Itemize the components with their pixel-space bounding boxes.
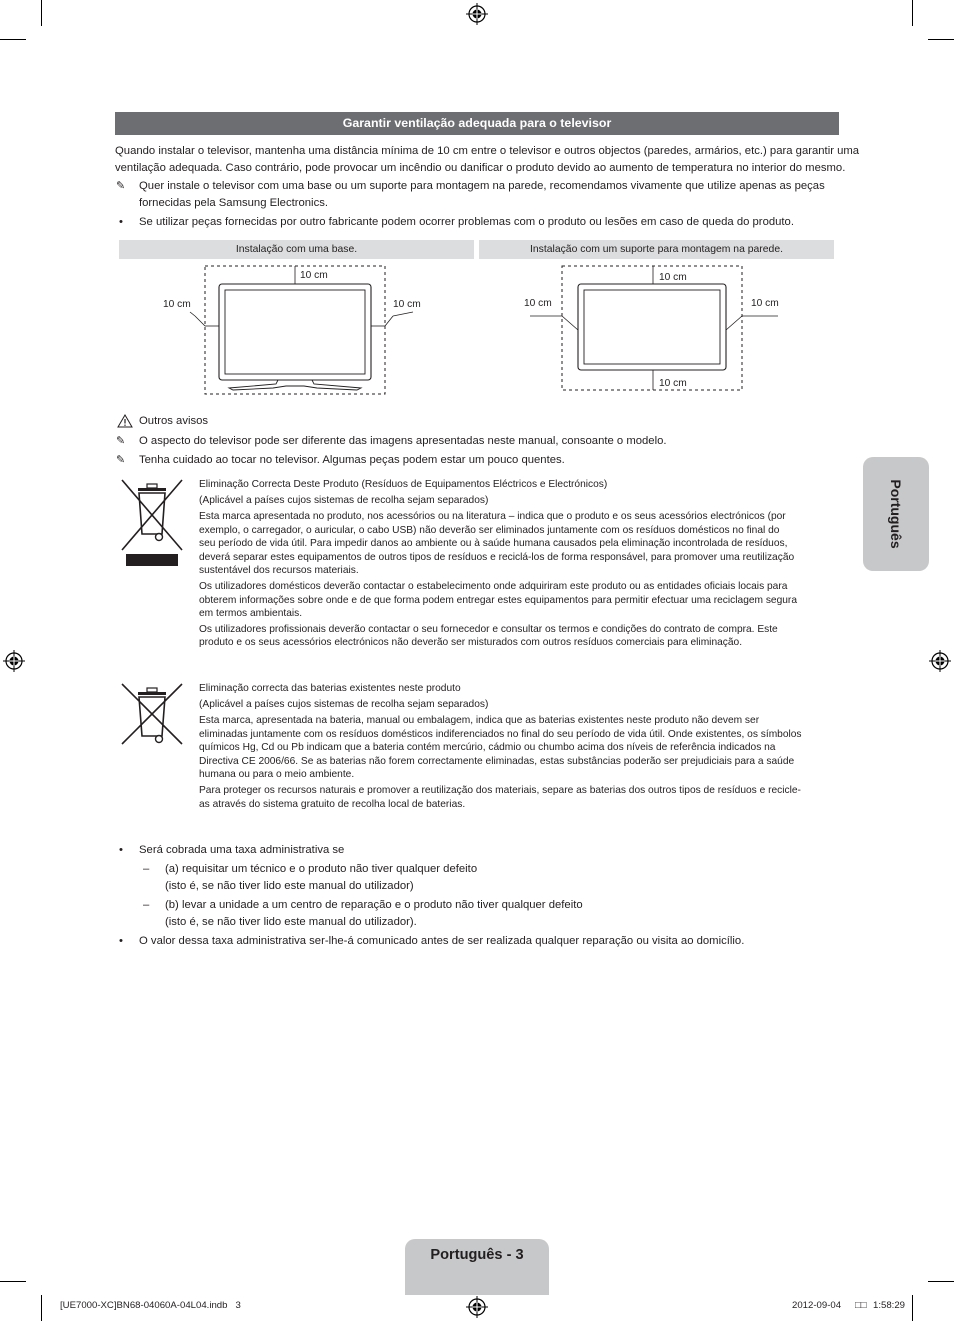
clearance-label-left: 10 cm	[163, 299, 191, 310]
note-pencil-icon: ✎	[116, 454, 126, 466]
dash-line: (isto é, se não tiver lido este manual do utilizador).	[165, 916, 417, 928]
registration-mark-icon	[929, 650, 951, 672]
intro-line: ventilação adequada. Caso contrário, pode provocar um incêndio ou danificar o produto devido ao aumento de temperatura no interior do mesmo.	[115, 162, 846, 174]
registration-mark-icon	[3, 650, 25, 672]
paragraph-line: produto e os seus acessórios electrónicos não deverão ser misturados com outros resíduos comerciais para eliminação.	[199, 637, 743, 649]
intro-text	[115, 143, 860, 177]
paragraph-line: seu período de vida útil. Para impedir danos ao ambiente ou à saúde humana causados pela eliminação incontrolada de resíduos,	[199, 538, 788, 550]
footer-date: 2012-09-04	[792, 1300, 842, 1311]
paragraph-line: obterem informações sobre onde e de que forma podem entregar estes equipamentos para permitir efectuar uma reciclagem segura	[199, 594, 797, 606]
crop-mark	[928, 39, 954, 40]
bullet-glyph: •	[119, 935, 123, 947]
paragraph-line: Os utilizadores profissionais deverão contactar o seu fornecedor e consultar os termos e condições do contrato de compra. Este	[199, 623, 778, 635]
dash-line: (a) requisitar um técnico e o produto não tiver qualquer defeito	[165, 863, 478, 875]
weee-paragraph-1	[199, 510, 839, 578]
footer-time: 1:58:29	[873, 1300, 906, 1311]
battery-title: Eliminação correcta das baterias existentes neste produto	[199, 683, 461, 694]
note-text	[139, 178, 825, 212]
bullet-glyph: •	[119, 216, 123, 228]
figure-caption-wall: Instalação com um suporte para montagem na parede.	[479, 240, 834, 259]
dash-line: (isto é, se não tiver lido este manual do utilizador)	[165, 880, 414, 892]
paragraph-line: deverá separar estes equipamentos de outros tipos de resíduos e reciclá-los de forma responsável, para promover uma reutilização	[199, 551, 795, 563]
dash-line: (b) levar a unidade a um centro de reparação e o produto não tiver qualquer defeito	[165, 899, 583, 911]
note-line: Quer instale o televisor com uma base ou um suporte para montagem na parede, recomendamos vivamente que utilize apenas as peças	[139, 180, 825, 192]
paragraph-line: Directiva CE 2006/66. Se as baterias não forem correctamente eliminadas, estas substâncias poderão ser prejudiciais para a saúde	[199, 755, 795, 767]
paragraph-line: Os utilizadores domésticos deverão contactar o estabelecimento onde adquiriram este produto ou as entidades oficiais locais para	[199, 580, 788, 592]
paragraph-line: Para proteger os recursos naturais e promover a reutilização dos materiais, separe as baterias dos outros tipos de resíduos e recicle-	[199, 784, 801, 796]
clearance-label-right: 10 cm	[751, 298, 779, 309]
battery-block	[199, 681, 839, 811]
weee-paragraph-2	[199, 580, 839, 621]
dash-item	[165, 897, 583, 931]
figure-caption-stand: Instalação com uma base.	[119, 240, 474, 259]
battery-paragraph-2	[199, 784, 839, 811]
warnings-title: Outros avisos	[139, 415, 209, 427]
bullet-glyph: •	[119, 844, 123, 856]
paragraph-line: eliminadas juntamente com os resíduos domésticos indiferenciados no final do seu período de vida útil. Onde existentes, os símbolos	[199, 728, 802, 740]
crop-mark	[41, 0, 42, 26]
crop-mark	[0, 1281, 26, 1282]
crop-mark	[928, 1281, 954, 1282]
crop-mark	[0, 39, 26, 40]
crop-mark	[912, 0, 913, 26]
paragraph-line: exemplo, o carregador, o auricular, o cabo USB) não deverão ser eliminados juntamente com os resíduos domésticos no final do	[199, 524, 780, 536]
warning-note: Tenha cuidado ao tocar no televisor. Algumas peças podem estar um pouco quentes.	[139, 454, 565, 466]
weee-title: Eliminação Correcta Deste Produto (Resíduos de Equipamentos Eléctricos e Electrónicos)	[199, 479, 608, 490]
note-line: fornecidas pela Samsung Electronics.	[139, 197, 329, 209]
page-number-tab	[405, 1239, 549, 1295]
clearance-label-top: 10 cm	[300, 270, 328, 281]
bullet-text: O valor dessa taxa administrativa ser-lhe-á comunicado antes de ser realizada qualquer reparação ou visita ao domicílio.	[139, 935, 745, 947]
dash-glyph: –	[143, 863, 150, 875]
dash-glyph: –	[143, 899, 150, 911]
paragraph-line: Esta marca apresentada no produto, nos acessórios ou na literatura – indica que o produto e os seus acessórios electrónicos (por	[199, 511, 786, 522]
paragraph-line: humana ou para o meio ambiente.	[199, 769, 355, 781]
battery-paragraph-1	[199, 714, 839, 782]
footer-file-name: [UE7000-XC]BN68-04060A-04L04.indb 3	[60, 1300, 241, 1311]
note-pencil-icon: ✎	[116, 180, 126, 192]
crossed-wheelie-bin-icon	[118, 476, 186, 568]
clearance-label-top: 10 cm	[659, 272, 687, 283]
warning-triangle-icon	[117, 414, 133, 428]
crop-mark	[41, 1295, 42, 1321]
registration-mark-icon	[466, 3, 488, 25]
paragraph-line: as através do sistema gratuito de recolha local de baterias.	[199, 798, 466, 810]
crossed-wheelie-bin-icon	[118, 680, 186, 748]
paragraph-line: químicos Hg, Cd ou Pb indicam que a bateria contém mercúrio, cádmio ou chumbo acima dos níveis de referência indicados na	[199, 742, 776, 754]
paragraph-line: Esta marca, apresentada na bateria, manual ou embalagem, indica que as baterias existentes neste produto não devem ser	[199, 715, 760, 726]
intro-line: Quando instalar o televisor, mantenha uma distância mínima de 10 cm entre o televisor e outros objectos (paredes, armários, etc.) para garantir uma	[115, 145, 860, 157]
paragraph-line: em termos ambientais.	[199, 608, 303, 620]
paragraph-line: sustentável dos recursos materiais.	[199, 565, 359, 577]
warning-note: O aspecto do televisor pode ser diferente das imagens apresentadas neste manual, consoante o modelo.	[139, 435, 667, 447]
clearance-label-bottom: 10 cm	[659, 378, 687, 389]
battery-subtitle: (Aplicável a países cujos sistemas de recolha sejam separados)	[199, 699, 489, 710]
clearance-label-left: 10 cm	[524, 298, 552, 309]
language-side-tab-label: Português	[888, 479, 904, 549]
weee-block	[199, 477, 839, 650]
weee-paragraph-3	[199, 623, 839, 650]
language-side-tab	[863, 457, 929, 571]
footer-boxes: □□	[855, 1300, 867, 1311]
registration-mark-icon	[466, 1296, 488, 1318]
clearance-label-right: 10 cm	[393, 299, 421, 310]
bullet-text: Será cobrada uma taxa administrativa se	[139, 844, 345, 856]
section-heading: Garantir ventilação adequada para o televisor	[115, 112, 839, 135]
dash-item	[165, 861, 477, 895]
bullet-text: Se utilizar peças fornecidas por outro fabricante podem ocorrer problemas com o produto ou lesões em caso de queda do produto.	[139, 216, 794, 228]
page-number-label: Português - 3	[430, 1247, 524, 1263]
crop-mark	[912, 1295, 913, 1321]
weee-subtitle: (Aplicável a países cujos sistemas de recolha sejam separados)	[199, 495, 489, 506]
note-pencil-icon: ✎	[116, 435, 126, 447]
